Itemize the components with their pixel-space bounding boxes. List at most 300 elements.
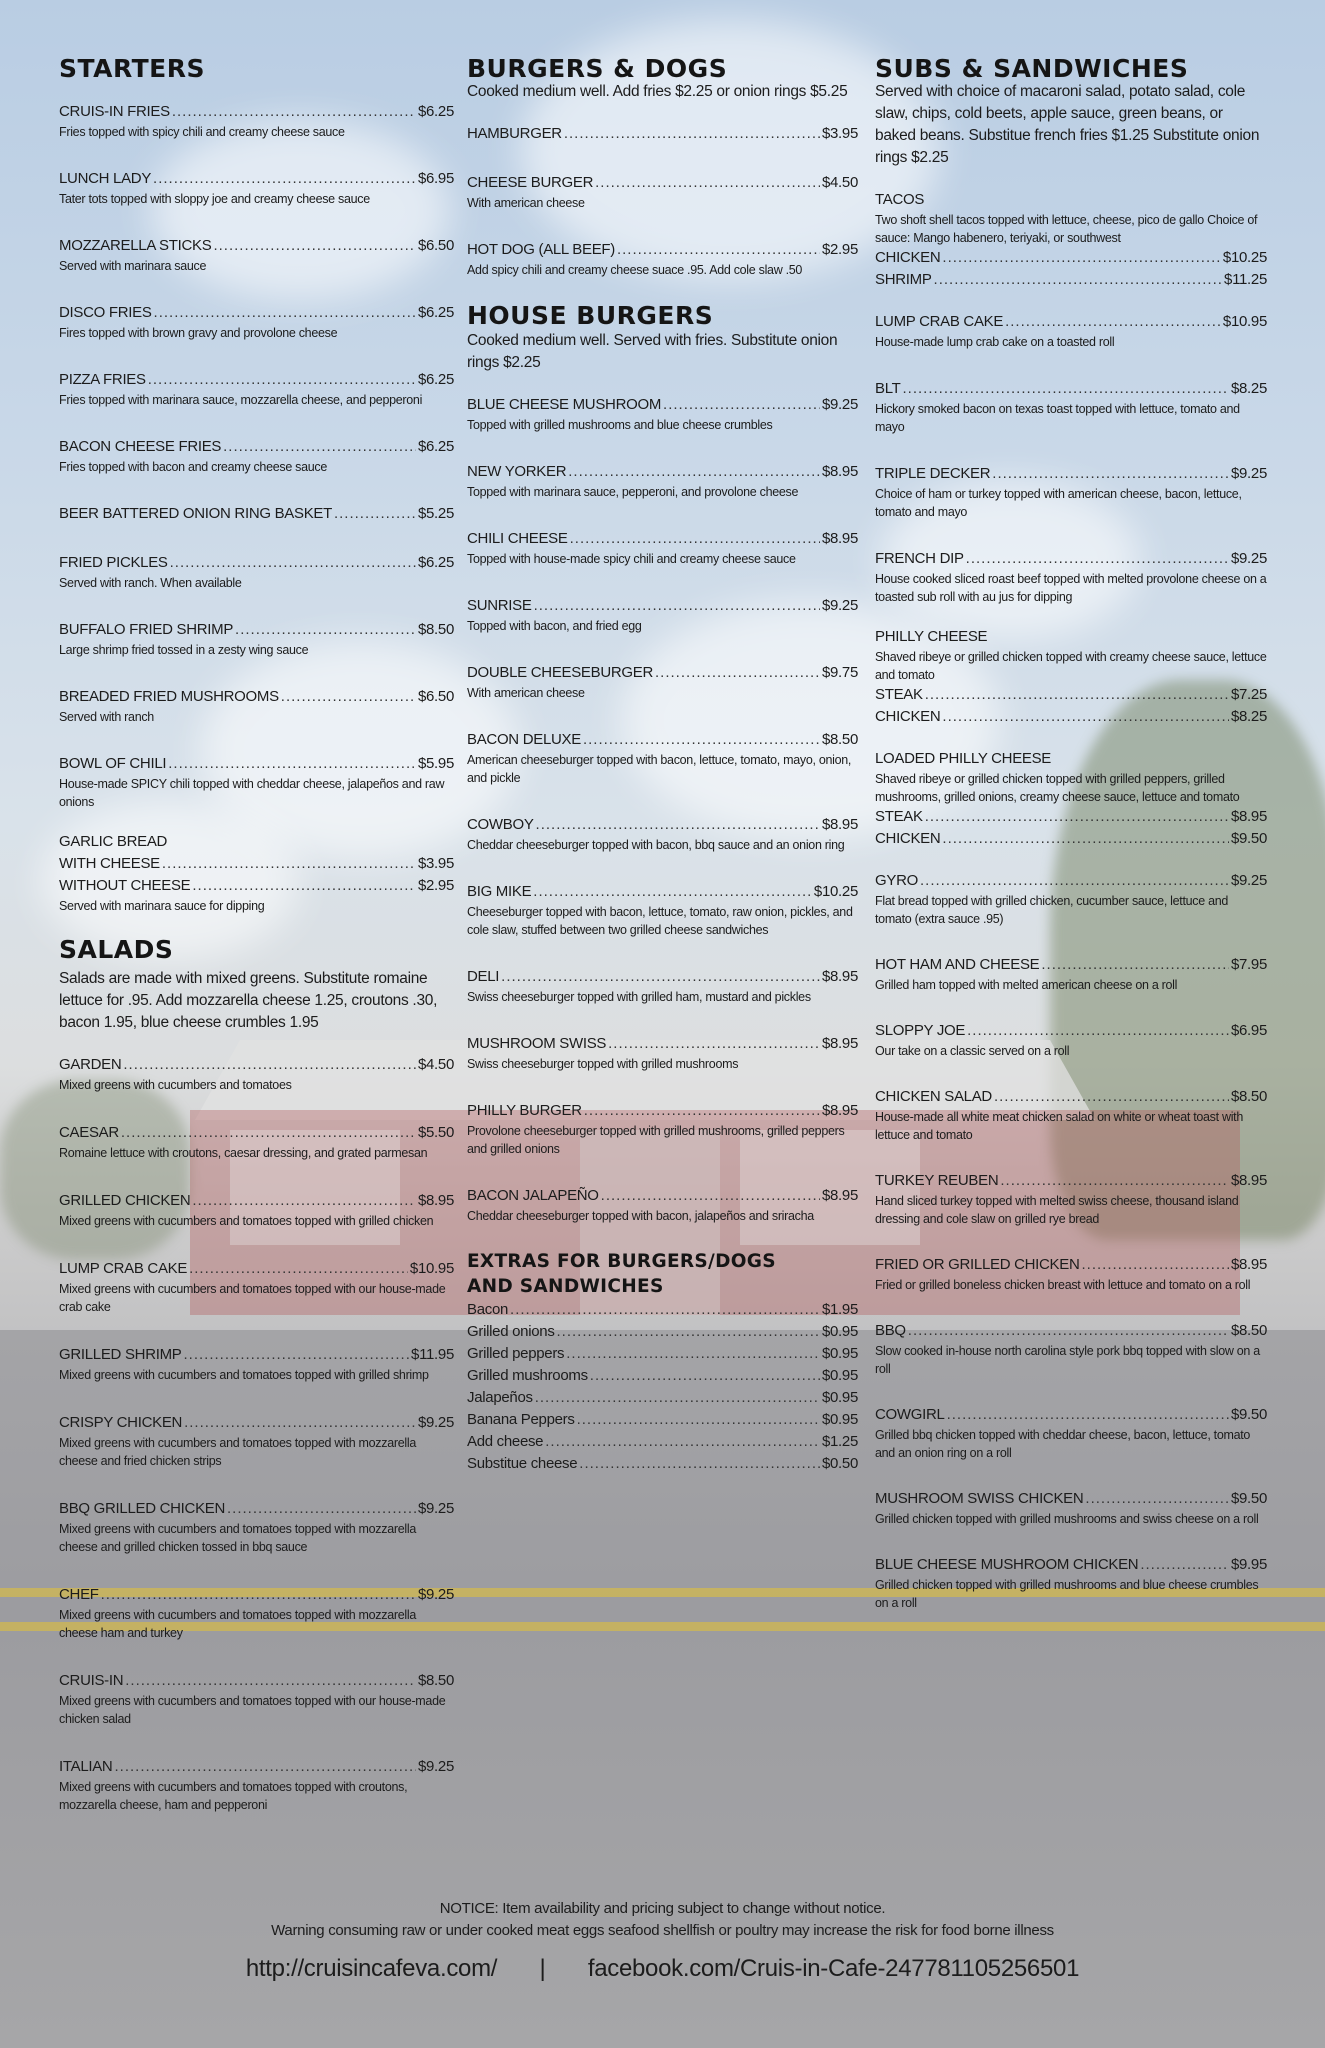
item-name: BOWL OF CHILI (59, 755, 167, 772)
dot-leader (235, 619, 416, 641)
item-desc: Large shrimp fried tossed in a zesty wing sauce (59, 643, 309, 657)
item-price: $6.50 (417, 237, 454, 254)
item-price: $8.95 (821, 463, 858, 480)
dot-leader (192, 875, 416, 897)
philly-options (875, 684, 1267, 728)
item-name: STEAK (875, 808, 923, 825)
menu-row (467, 172, 858, 194)
item-desc: Mixed greens with cucumbers and tomatoes topped with grilled shrimp (59, 1368, 429, 1382)
dot-leader (947, 1404, 1229, 1426)
menu-item (467, 729, 858, 787)
menu-row (467, 966, 858, 988)
item-desc: Tater tots topped with sloppy joe and creamy cheese sauce (59, 192, 370, 206)
item-price: $8.50 (417, 621, 454, 638)
dot-leader (162, 853, 416, 875)
item-desc: Topped with house-made spicy chili and creamy cheese sauce (467, 552, 796, 566)
menu-row (467, 239, 858, 261)
item-price: $0.95 (821, 1345, 858, 1362)
house-burgers-list (467, 394, 858, 1225)
dot-leader (114, 1756, 415, 1778)
item-desc: Choice of ham or turkey topped with american cheese, bacon, lettuce, tomato and mayo (875, 487, 1242, 519)
dot-leader (1082, 1254, 1229, 1276)
menu-item (875, 1170, 1267, 1228)
menu-row (875, 1086, 1267, 1108)
menu-item (59, 235, 454, 275)
menu-row (467, 123, 858, 145)
item-desc: With american cheese (467, 196, 585, 210)
menu-row (59, 875, 454, 897)
menu-row (59, 1344, 454, 1366)
item-price: $6.25 (417, 103, 454, 120)
menu-row (467, 1365, 858, 1387)
menu-item (467, 528, 858, 568)
dot-leader (1140, 1554, 1229, 1576)
item-price: $8.95 (1230, 808, 1267, 825)
item-desc: Hand sliced turkey topped with melted swiss cheese, thousand island dressing and cole slaw on grilled rye bread (875, 1194, 1239, 1226)
item-price: $2.95 (821, 241, 858, 258)
item-desc: Provolone cheeseburger topped with grilled mushrooms, grilled peppers and grilled onions (467, 1124, 845, 1156)
item-name: BREADED FRIED MUSHROOMS (59, 688, 279, 705)
item-name: BACON CHEESE FRIES (59, 438, 222, 455)
menu-item (59, 101, 454, 141)
menu-row (875, 548, 1267, 570)
item-desc: Mixed greens with cucumbers and tomatoes topped with mozzarella cheese ham and turkey (59, 1608, 416, 1640)
item-desc: Grilled chicken topped with grilled mushrooms and blue cheese crumbles on a roll (875, 1578, 1259, 1610)
dot-leader (227, 1498, 416, 1520)
item-price: $6.50 (417, 688, 454, 705)
item-price: $8.95 (1230, 1172, 1267, 1189)
menu-row (875, 684, 1267, 706)
item-name: COWBOY (467, 816, 534, 833)
item-name: COWGIRL (875, 1406, 945, 1423)
dot-leader (994, 1086, 1229, 1108)
item-desc: House-made SPICY chili topped with cheddar cheese, jalapeños and raw onions (59, 777, 445, 809)
menu-item (59, 1584, 454, 1642)
item-name: GRILLED SHRIMP (59, 1346, 182, 1363)
item-name: GARLIC BREAD (59, 833, 168, 850)
dot-leader (545, 1431, 820, 1453)
item-desc: Topped with marinara sauce, pepperoni, and provolone cheese (467, 485, 799, 499)
item-name: CRUIS-IN FRIES (59, 103, 170, 120)
tacos-item (875, 189, 1267, 291)
menu-row (467, 461, 858, 483)
link-separator: | (539, 1955, 546, 1982)
dot-leader (967, 1020, 1229, 1042)
item-name: GYRO (875, 872, 918, 889)
dot-leader (536, 814, 820, 836)
item-price: $9.25 (821, 396, 858, 413)
subs-heading: SUBS & SANDWICHES (875, 54, 1189, 83)
menu-row (875, 1404, 1267, 1426)
item-name: CHICKEN (875, 708, 941, 725)
menu-row (467, 1409, 858, 1431)
dot-leader (334, 503, 416, 525)
tacos-options (875, 247, 1267, 291)
burgers-dogs-intro: Cooked medium well. Add fries $2.25 or onion rings $5.25 (467, 83, 848, 100)
item-price: $4.50 (821, 174, 858, 191)
garlic-bread-item (59, 831, 454, 915)
item-name: MUSHROOM SWISS (467, 1035, 607, 1052)
dot-leader (966, 548, 1229, 570)
subs-list-a (875, 311, 1267, 606)
dot-leader (123, 1054, 416, 1076)
menu-item (467, 1033, 858, 1073)
column-left (59, 50, 454, 1814)
item-name: SLOPPY JOE (875, 1022, 966, 1039)
menu-row (59, 503, 454, 525)
menu-row (59, 1498, 454, 1520)
item-name: TACOS (875, 191, 925, 208)
item-desc: Mixed greens with cucumbers and tomatoes topped with our house-made chicken salad (59, 1694, 446, 1726)
menu-row (467, 1343, 858, 1365)
extras-heading-line1: EXTRAS FOR BURGERS/DOGS (467, 1251, 776, 1272)
item-price: $8.95 (1230, 1256, 1267, 1273)
menu-row (875, 463, 1267, 485)
item-name: GARDEN (59, 1056, 122, 1073)
extras-list (467, 1299, 858, 1475)
menu-row (875, 1020, 1267, 1042)
item-price: $8.95 (821, 1102, 858, 1119)
item-name: Add cheese (467, 1433, 544, 1450)
dot-leader (934, 269, 1222, 291)
garlic-options (59, 853, 454, 897)
menu-row (59, 101, 454, 123)
item-desc: Grilled ham topped with melted american cheese on a roll (875, 978, 1178, 992)
dot-leader (925, 684, 1229, 706)
menu-row (59, 1122, 454, 1144)
item-name: TURKEY REUBEN (875, 1172, 999, 1189)
item-price: $9.25 (1230, 550, 1267, 567)
dot-leader (566, 1343, 820, 1365)
menu-row (875, 1254, 1267, 1276)
item-name: FRIED OR GRILLED CHICKEN (875, 1256, 1080, 1273)
item-price: $8.95 (821, 1187, 858, 1204)
menu-row (875, 954, 1267, 976)
menu-item (875, 1320, 1267, 1378)
item-price: $8.95 (821, 530, 858, 547)
item-price: $6.25 (417, 304, 454, 321)
item-price: $11.25 (1224, 271, 1267, 288)
dot-leader (577, 1409, 820, 1431)
dot-leader (148, 369, 416, 391)
item-price: $5.25 (417, 505, 454, 522)
dot-leader (192, 1190, 416, 1212)
item-name: FRENCH DIP (875, 550, 964, 567)
dot-leader (925, 806, 1229, 828)
item-desc: Served with ranch. When available (59, 576, 242, 590)
item-price: $1.25 (821, 1433, 858, 1450)
dot-leader (655, 662, 820, 684)
menu-row (59, 302, 454, 324)
item-name: NEW YORKER (467, 463, 567, 480)
item-name: CHICKEN (875, 830, 941, 847)
item-price: $9.25 (417, 1500, 454, 1517)
dot-leader (281, 686, 416, 708)
menu-item (467, 172, 858, 212)
menu-row (467, 662, 858, 684)
dot-leader (570, 528, 820, 550)
dot-leader (617, 239, 820, 261)
menu-row (467, 1431, 858, 1453)
item-desc: House cooked sliced roast beef topped with melted provolone cheese on a toasted sub roll with au jus for dipping (875, 572, 1267, 604)
item-price: $6.25 (417, 371, 454, 388)
item-name: TRIPLE DECKER (875, 465, 991, 482)
item-price: $9.25 (1230, 465, 1267, 482)
dot-leader (101, 1584, 416, 1606)
menu-row (59, 753, 454, 775)
item-name: SHRIMP (875, 271, 932, 288)
item-price: $8.95 (821, 968, 858, 985)
dot-leader (942, 706, 1229, 728)
menu-row (59, 168, 454, 190)
item-name: MUSHROOM SWISS CHICKEN (875, 1490, 1084, 1507)
menu-row (59, 853, 454, 875)
dot-leader (564, 123, 820, 145)
item-desc: Cheeseburger topped with bacon, lettuce, tomato, raw onion, pickles, and cole slaw, stuffed between two grilled cheese sandwiches (467, 905, 853, 937)
item-name: CHEESE BURGER (467, 174, 594, 191)
notice-line: NOTICE: Item availability and pricing subject to change without notice. (439, 1900, 886, 1917)
item-price: $0.50 (821, 1455, 858, 1472)
dot-leader (1000, 1170, 1229, 1192)
item-name: DOUBLE CHEESEBURGER (467, 664, 654, 681)
website-link[interactable]: http://cruisincafeva.com/ (245, 1955, 498, 1982)
menu-row (59, 1190, 454, 1212)
loaded-philly-item (875, 748, 1267, 850)
menu-item (875, 463, 1267, 521)
menu-row (59, 369, 454, 391)
menu-row (875, 247, 1267, 269)
item-desc: Served with marinara sauce for dipping (59, 899, 265, 913)
menu-row (875, 1170, 1267, 1192)
item-name: DISCO FRIES (59, 304, 152, 321)
item-name: BIG MIKE (467, 883, 532, 900)
dot-leader (920, 870, 1229, 892)
item-name: Bacon (467, 1301, 509, 1318)
menu-row (467, 1033, 858, 1055)
menu-row (59, 1258, 454, 1280)
item-price: $9.50 (1230, 1490, 1267, 1507)
item-desc: Mixed greens with cucumbers and tomatoes topped with our house-made crab cake (59, 1282, 446, 1314)
menu-row (59, 436, 454, 458)
item-desc: American cheeseburger topped with bacon, lettuce, tomato, mayo, onion, and pickle (467, 753, 852, 785)
item-price: $9.25 (417, 1414, 454, 1431)
menu-item (59, 436, 454, 476)
menu-row (467, 881, 858, 903)
item-price: $8.25 (1230, 380, 1267, 397)
item-name: BBQ (875, 1322, 906, 1339)
item-desc: Mixed greens with cucumbers and tomatoes topped with grilled chicken (59, 1214, 434, 1228)
item-price: $6.25 (417, 554, 454, 571)
item-desc: Mixed greens with cucumbers and tomatoes (59, 1078, 292, 1092)
item-price: $8.50 (1230, 1322, 1267, 1339)
item-desc: Served with marinara sauce (59, 259, 207, 273)
item-price: $0.95 (821, 1411, 858, 1428)
item-desc: Add spicy chili and creamy cheese suace .95. Add cole slaw .50 (467, 263, 803, 277)
dot-leader (1005, 311, 1221, 333)
menu-item (467, 595, 858, 635)
item-desc: Flat bread topped with grilled chicken, cucumber sauce, lettuce and tomato (extra sauce .95) (875, 894, 1229, 926)
menu-row (467, 1185, 858, 1207)
item-name: MOZZARELLA STICKS (59, 237, 212, 254)
item-name: WITH CHEESE (59, 855, 160, 872)
item-desc: Fires topped with brown gravy and provolone cheese (59, 326, 338, 340)
menu-item (59, 1498, 454, 1556)
item-name: DELI (467, 968, 500, 985)
menu-row (467, 729, 858, 751)
item-desc: Fries topped with spicy chili and creamy cheese sauce (59, 125, 345, 139)
item-name: HOT HAM AND CHEESE (875, 956, 1040, 973)
item-price: $8.50 (821, 731, 858, 748)
dot-leader (153, 168, 416, 190)
dot-leader (172, 101, 416, 123)
item-price: $4.50 (417, 1056, 454, 1073)
item-name: BACON JALAPEÑO (467, 1187, 599, 1204)
item-price: $1.95 (821, 1301, 858, 1318)
menu-row (875, 870, 1267, 892)
item-name: PHILLY BURGER (467, 1102, 582, 1119)
footer-notice (0, 1898, 1325, 1942)
item-name: CHICKEN SALAD (875, 1088, 992, 1105)
menu-row (467, 1299, 858, 1321)
dot-leader (535, 1387, 820, 1409)
menu-item (467, 1185, 858, 1225)
dot-leader (184, 1412, 416, 1434)
dot-leader (942, 247, 1220, 269)
item-desc: Served with ranch (59, 710, 154, 724)
menu-row (59, 1584, 454, 1606)
dot-leader (557, 1321, 820, 1343)
item-desc: With american cheese (467, 686, 585, 700)
item-price: $9.25 (1230, 872, 1267, 889)
menu-row (467, 595, 858, 617)
dot-leader (584, 1100, 820, 1122)
menu-item (467, 966, 858, 1006)
house-burgers-intro: Cooked medium well. Served with fries. Substitute onion rings $2.25 (467, 332, 838, 371)
menu-item (875, 1554, 1267, 1612)
item-price: $9.25 (821, 597, 858, 614)
menu-item (59, 753, 454, 811)
item-desc: Topped with grilled mushrooms and blue cheese crumbles (467, 418, 773, 432)
item-desc: Our take on a classic served on a roll (875, 1044, 1070, 1058)
item-desc: House-made all white meat chicken salad on white or wheat toast with lettuce and tomato (875, 1110, 1243, 1142)
menu-item (59, 369, 454, 409)
item-name: LUNCH LADY (59, 170, 152, 187)
item-name: SUNRISE (467, 597, 532, 614)
dot-leader (170, 552, 416, 574)
menu-item (875, 1086, 1267, 1144)
item-desc: Fries topped with bacon and creamy cheese sauce (59, 460, 328, 474)
item-price: $8.95 (821, 1035, 858, 1052)
item-name: CHICKEN (875, 249, 941, 266)
item-price: $9.95 (1230, 1556, 1267, 1573)
item-name: CHEF (59, 1586, 99, 1603)
item-price: $8.25 (1230, 708, 1267, 725)
item-name: HAMBURGER (467, 125, 562, 142)
item-price: $3.95 (821, 125, 858, 142)
item-price: $10.95 (409, 1260, 454, 1277)
item-name: CRISPY CHICKEN (59, 1414, 183, 1431)
column-middle (467, 50, 858, 1475)
item-price: $0.95 (821, 1389, 858, 1406)
item-price: $0.95 (821, 1367, 858, 1384)
dot-leader (601, 1185, 820, 1207)
burgers-dogs-heading: BURGERS & DOGS (467, 54, 728, 83)
item-price: $10.25 (813, 883, 858, 900)
item-price: $10.95 (1222, 313, 1267, 330)
starters-heading: STARTERS (59, 54, 205, 83)
item-name: GRILLED CHICKEN (59, 1192, 191, 1209)
dot-leader (903, 378, 1229, 400)
menu-row (875, 269, 1267, 291)
loaded-options (875, 806, 1267, 850)
menu-row (467, 814, 858, 836)
item-desc: Swiss cheeseburger topped with grilled mushrooms (467, 1057, 739, 1071)
item-name: BLUE CHEESE MUSHROOM CHICKEN (875, 1556, 1139, 1573)
menu-item (59, 168, 454, 208)
menu-item (467, 239, 858, 279)
item-name: Jalapeños (467, 1389, 533, 1406)
salads-intro: Salads are made with mixed greens. Substitute romaine lettuce for .95. Add mozzarella cheese 1.25, croutons .30, bacon 1.95, blue cheese crumbles 1.95 (59, 970, 438, 1031)
item-name: BLT (875, 380, 901, 397)
menu-item (467, 123, 858, 145)
subs-list-b (875, 870, 1267, 1612)
subs-intro: Served with choice of macaroni salad, potato salad, cole slaw, chips, cold beets, apple sauce, green beans, or baked beans. Substitue french fries $1.25 Substitute onion rings $2.25 (875, 83, 1260, 166)
warning-line: Warning consuming raw or under cooked meat eggs seafood shellfish or poultry may increase the risk for food borne illness (271, 1922, 1054, 1939)
menu-row (59, 1054, 454, 1076)
item-price: $8.50 (1230, 1088, 1267, 1105)
dot-leader (942, 828, 1229, 850)
dot-leader (534, 595, 820, 617)
item-name: CAESAR (59, 1124, 119, 1141)
menu-item (875, 870, 1267, 928)
dot-leader (583, 729, 820, 751)
dot-leader (213, 235, 416, 257)
item-desc: Two shoft shell tacos topped with lettuce, cheese, pico de gallo Choice of sauce: Mango habenero, teriyaki, or southwest (875, 213, 1258, 245)
item-name: HOT DOG (ALL BEEF) (467, 241, 615, 258)
menu-row (59, 1756, 454, 1778)
menu-row (467, 1100, 858, 1122)
item-desc: Mixed greens with cucumbers and tomatoes topped with mozzarella cheese and fried chicken strips (59, 1436, 416, 1468)
menu-item (467, 881, 858, 939)
item-desc: Topped with bacon, and fried egg (467, 619, 642, 633)
extras-heading-line2: AND SANDWICHES (467, 1276, 664, 1297)
dot-leader (184, 1344, 410, 1366)
item-price: $9.50 (1230, 1406, 1267, 1423)
menu-row (875, 1320, 1267, 1342)
menu-item (875, 1488, 1267, 1528)
item-desc: Cheddar cheeseburger topped with bacon, jalapeños and sriracha (467, 1209, 814, 1223)
dot-leader (908, 1320, 1229, 1342)
item-price: $7.25 (1230, 686, 1267, 703)
dot-leader (595, 172, 820, 194)
menu-row (875, 1554, 1267, 1576)
item-price: $9.75 (821, 664, 858, 681)
facebook-link[interactable]: facebook.com/Cruis-in-Cafe-247781105256501 (587, 1955, 1080, 1982)
menu-item (467, 814, 858, 854)
menu-row (875, 1488, 1267, 1510)
item-price: $10.25 (1222, 249, 1267, 266)
menu-item (875, 548, 1267, 606)
dot-leader (1085, 1488, 1229, 1510)
dot-leader (568, 461, 820, 483)
menu-item (875, 954, 1267, 994)
menu-row (875, 311, 1267, 333)
menu-item (59, 619, 454, 659)
menu-item (59, 552, 454, 592)
item-name: PHILLY CHEESE (875, 628, 988, 645)
item-price: $8.50 (417, 1672, 454, 1689)
dot-leader (154, 302, 416, 324)
